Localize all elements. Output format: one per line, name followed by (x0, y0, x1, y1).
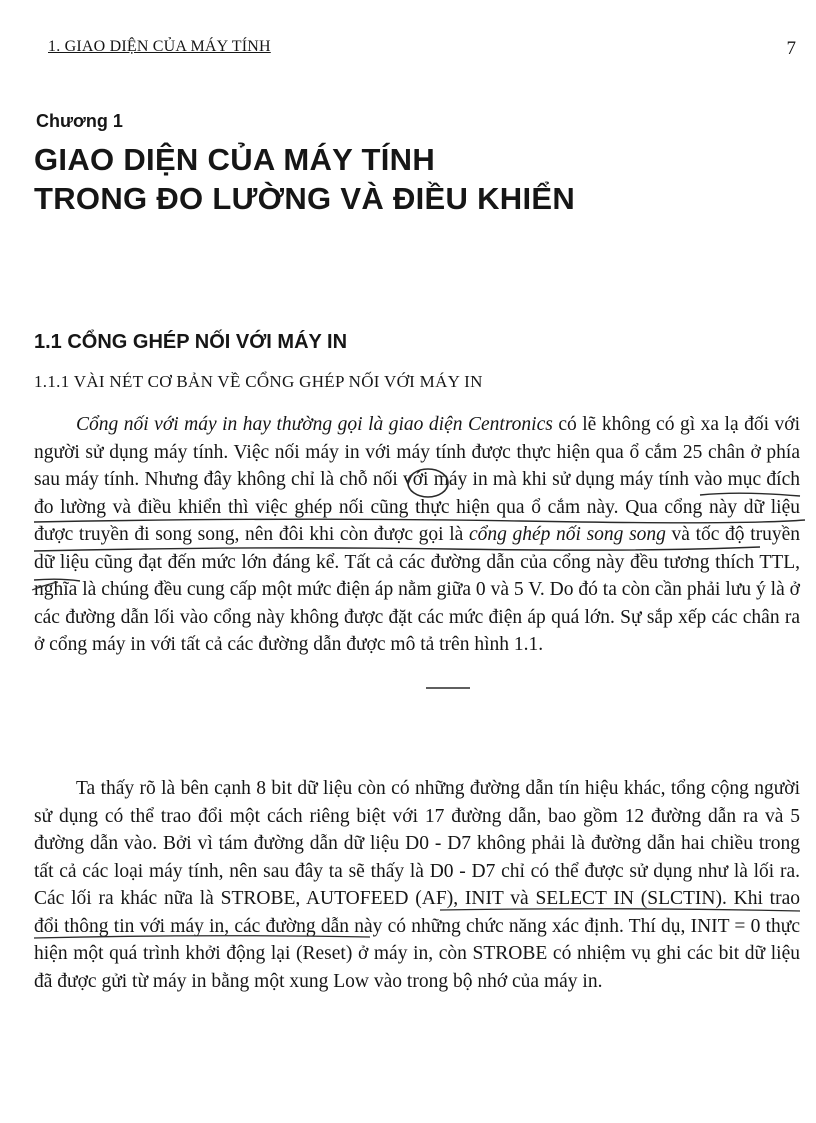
paragraph-1-text-2: và tốc độ truyền dữ liệu cũng đạt đến mức lớn đáng kể. Tất cả các đường dẫn của cổng này đều tương thích TTL, nghĩa là chúng đều cung cấp một mức điện áp nằm giữa 0 và 5 V. Do đó ta còn cần phải lưu ý là ở các đường dẫn lối vào cổng này không được đặt các mức điện áp quá lớn. Sự sắp xếp các chân ra ở cổng máy in với tất cả các đường dẫn được mô tả trên hình 1.1. (34, 524, 801, 655)
term-cong-ghep-noi-song-song: cổng ghép nối song song (468, 524, 666, 545)
term-giao-dien-centronics: giao diện Centronics (388, 414, 553, 435)
page-number: 7 (786, 38, 796, 59)
subsection-title: 1.1.1 VÀI NÉT CƠ BẢN VỀ CỔNG GHÉP NỐI VỚI MÁY IN (34, 372, 483, 391)
paragraph-2: Ta thấy rõ là bên cạnh 8 bit dữ liệu còn có những đường dẫn tín hiệu khác, tổng cộng người sử dụng có thể trao đổi một cách riêng biệt với 17 đường dẫn, bao gồm 12 đường dẫn ra và 5 đường dẫn vào. Bởi vì tám đường dẫn dữ liệu D0 - D7 không phải là đường dẫn hai chiều trong tất cả các loại máy tính, nên sau đây ta sẽ thấy là D0 - D7 chỉ có thể được sử dụng như là lối ra. Các lối ra khác nữa là STROBE, AUTOFEED (AF), INIT và SELECT IN (SLCTIN). Khi trao đổi thông tin với máy in, các đường dẫn này có những chức năng xác định. Thí dụ, INIT = 0 thực hiện một quá trình khởi động lại (Reset) ở máy in, còn STROBE có nhiệm vụ ghi các bit dữ liệu đã được gửi từ máy in bằng một xung Low vào trong bộ nhớ của máy in. (34, 778, 800, 992)
running-header: 1. GIAO DIỆN CỦA MÁY TÍNH (48, 38, 271, 55)
paragraph-1-text-1: có lẽ không có gì xa lạ đối với người sử dụng máy tính. Việc nối máy in với máy tính được thực hiện qua ổ cắm 25 chân ở phía sau máy tính. Nhưng đây không chỉ là chỗ nối với máy in mà khi sử dụng máy tính vào mục đích đo lường và điều khiển thì việc ghép nối cũng thực hiện qua ổ cắm này. Qua cổng này dữ liệu được truyền đi song song, nên đôi khi còn được gọi là (34, 414, 800, 545)
chapter-label: Chương 1 (36, 111, 123, 131)
section-title: 1.1 CỔNG GHÉP NỐI VỚI MÁY IN (34, 331, 348, 353)
paragraph-1-lead: Cổng nối với máy in hay thường gọi là (76, 414, 384, 435)
paragraph-1 (34, 411, 800, 659)
chapter-title (34, 140, 575, 218)
chapter-title-line-2: TRONG ĐO LƯỜNG VÀ ĐIỀU KHIỂN (34, 181, 576, 216)
chapter-title-line-1: GIAO DIỆN CỦA MÁY TÍNH (34, 142, 436, 177)
